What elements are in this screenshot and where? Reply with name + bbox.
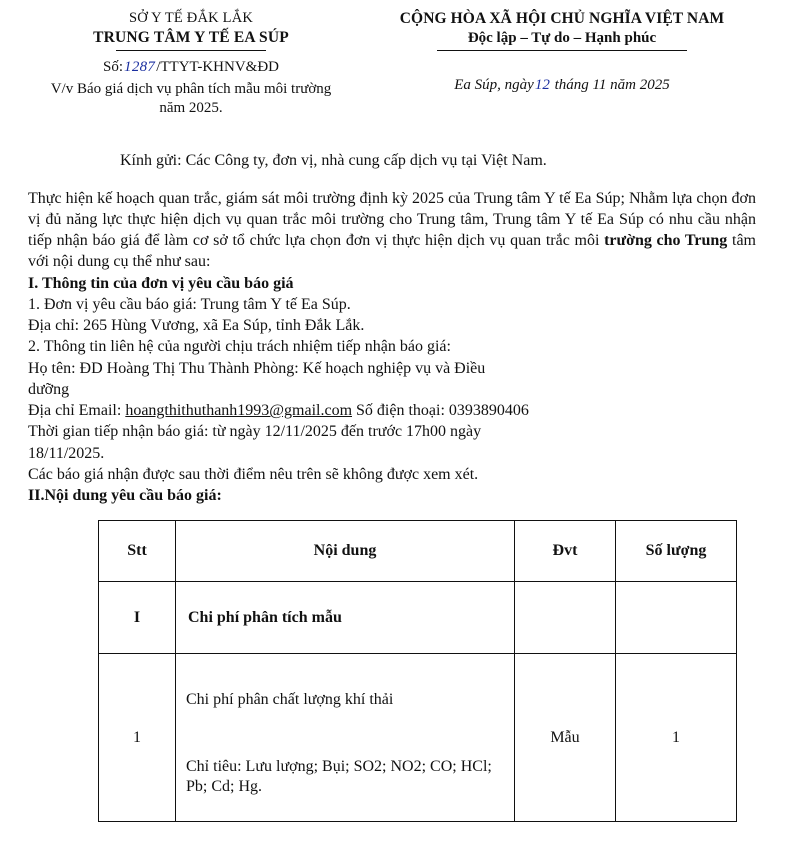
- table-row: [99, 654, 737, 822]
- national-title: CỘNG HÒA XÃ HỘI CHỦ NGHĨA VIỆT NAM: [399, 10, 725, 27]
- document-number-suffix: /TTYT-KHNV&ĐD: [156, 59, 279, 75]
- section-2-title: II.Nội dung yêu cầu báo giá:: [28, 487, 222, 505]
- header-left-divider: [116, 50, 266, 51]
- organization-name: TRUNG TÂM Y TẾ EA SÚP: [93, 29, 289, 46]
- header-right-block: [356, 10, 768, 94]
- quote-table: [98, 520, 737, 822]
- row-1-noidung-title: Chi phí phân chất lượng khí thải: [186, 690, 394, 708]
- section-1-item-1: 1. Đơn vị yêu cầu báo giá: Trung tâm Y tế Ea Súp.: [28, 295, 351, 313]
- row-1-soluong: 1: [616, 654, 737, 822]
- header-noidung: Nội dung: [176, 521, 515, 582]
- intro-bold-part: trường cho Trung: [604, 232, 728, 250]
- subject-line: [26, 80, 356, 118]
- document-header: [0, 0, 786, 118]
- document-body: [0, 188, 786, 507]
- row-0-soluong: [616, 582, 737, 654]
- quote-table-head: [99, 521, 737, 582]
- row-0-dvt: [515, 582, 616, 654]
- header-stt: Stt: [99, 521, 176, 582]
- header-left-block: [18, 10, 356, 118]
- recipient-value: Các Công ty, đơn vị, nhà cung cấp dịch vụ tại Việt Nam.: [185, 151, 547, 169]
- contact-phone: Số điện thoại: 0393890406: [352, 402, 529, 420]
- document-number-handwritten: 1287: [124, 59, 156, 75]
- row-1-dvt: Mẫu: [515, 654, 616, 822]
- document-number-line: [26, 59, 356, 76]
- intro-part-1: Thực hiện kế hoạch quan trắc, giám sát môi trường định kỳ 2025 của Trung tâm Y tế Ea Súp; Nhằm lựa chọn đơn vị đủ năng lực thực hiện dịch vụ quan trắc môi trường cho Trung tâm, Trung tâm Y tế Ea Súp có nhu cầu nhận tiếp nhận báo giá để làm cơ sở tổ chức lựa chọn đơn vị thực hiện dịch vụ quan trắc môi: [28, 189, 756, 250]
- quote-table-container: [0, 520, 786, 822]
- date-day-handwritten: 12: [534, 77, 550, 93]
- place-date-line: [356, 77, 768, 94]
- table-header-row: [99, 521, 737, 582]
- row-1-noidung: [176, 654, 515, 822]
- department-name: SỞ Y TẾ ĐẮK LẮK: [128, 10, 254, 26]
- submission-deadline-continued: 18/11/2025.: [28, 444, 105, 462]
- intro-part-2: tâm với nội dung cụ thể như sau:: [28, 232, 756, 271]
- section-1-item-2: 2. Thông tin liên hệ của người chịu trách nhiệm tiếp nhận báo giá:: [28, 338, 451, 356]
- row-0-stt: I: [99, 582, 176, 654]
- submission-deadline-line: Thời gian tiếp nhận báo giá: từ ngày 12/11/2025 đến trước 17h00 ngày: [28, 423, 482, 441]
- subject-line-1: V/v Báo giá dịch vụ phân tích mẫu môi trường: [50, 81, 332, 97]
- contact-email-link[interactable]: hoangthithuthanh1993@gmail.com: [125, 402, 353, 420]
- header-soluong: Số lượng: [616, 521, 737, 582]
- contact-email-line: [28, 400, 756, 421]
- recipient-line: [0, 152, 786, 170]
- contact-name-continued: dưỡng: [28, 380, 70, 398]
- recipient-label: Kính gửi:: [120, 151, 182, 169]
- subject-line-2: năm 2025.: [159, 99, 223, 116]
- table-row: [99, 582, 737, 654]
- national-motto: Độc lập – Tự do – Hạnh phúc: [467, 30, 657, 46]
- place-date-prefix: Ea Súp, ngày: [454, 77, 534, 93]
- document-number-label: Số:: [103, 59, 124, 75]
- header-right-divider: [437, 50, 687, 51]
- section-1-title: I. Thông tin của đơn vị yêu cầu báo giá: [28, 274, 294, 292]
- late-submission-note: Các báo giá nhận được sau thời điểm nêu trên sẽ không được xem xét.: [28, 465, 479, 483]
- section-1-address: Địa chỉ: 265 Hùng Vương, xã Ea Súp, tỉnh Đắk Lắk.: [28, 317, 365, 335]
- row-0-noidung: Chi phí phân tích mẫu: [176, 582, 515, 654]
- row-1-noidung-criteria: Chỉ tiêu: Lưu lượng; Bụi; SO2; NO2; CO; HCl; Pb; Cd; Hg.: [186, 757, 492, 796]
- contact-email-label: Địa chỉ Email:: [28, 402, 126, 420]
- contact-name-line: Họ tên: ĐD Hoàng Thị Thu Thành Phòng: Kế hoạch nghiệp vụ và Điều: [28, 359, 486, 377]
- row-1-stt: 1: [99, 654, 176, 822]
- header-dvt: Đvt: [515, 521, 616, 582]
- intro-paragraph: [28, 188, 756, 273]
- quote-table-body: [99, 582, 737, 822]
- place-date-suffix: tháng 11 năm 2025: [554, 77, 670, 93]
